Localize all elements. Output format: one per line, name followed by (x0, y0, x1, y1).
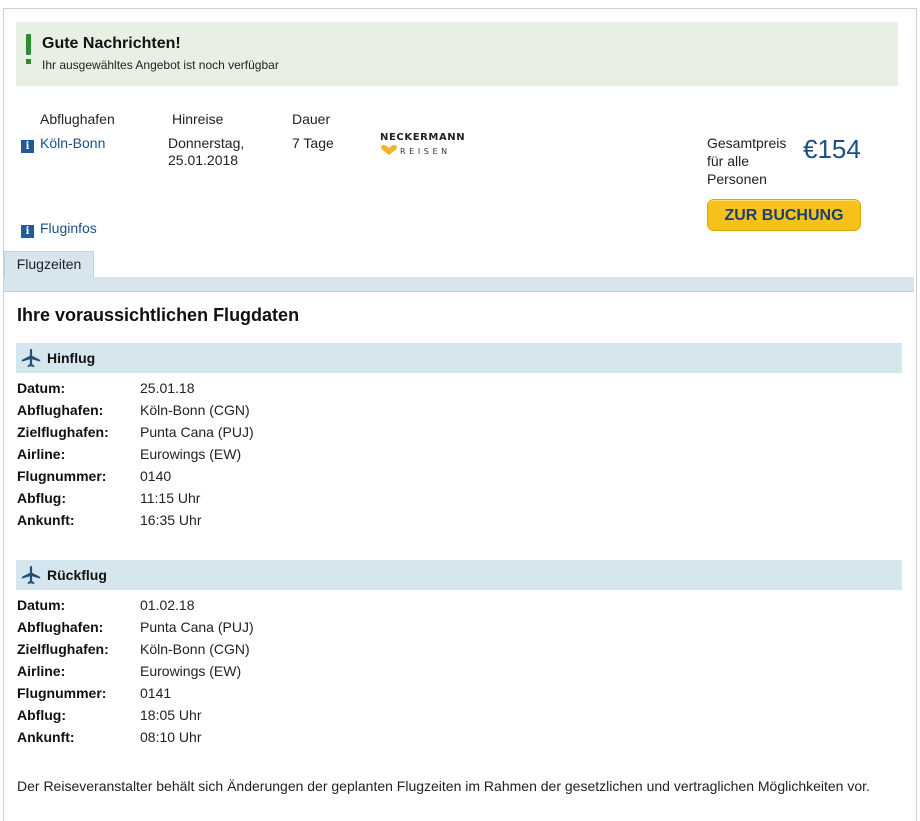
detail-key: Airline: (17, 663, 66, 679)
outbound-flight-title: Hinflug (47, 350, 96, 366)
duration-label: Dauer (292, 111, 331, 127)
airplane-icon (20, 564, 42, 586)
info-icon: i (21, 225, 34, 238)
detail-value: 0140 (140, 468, 172, 484)
detail-row (17, 512, 517, 534)
detail-value: 0141 (140, 685, 172, 701)
total-price-label (707, 134, 787, 188)
availability-banner (16, 22, 898, 86)
departure-airport-label: Abflughafen (40, 111, 115, 127)
book-button[interactable]: ZUR BUCHUNG (707, 199, 861, 231)
flight-times-disclaimer: Der Reiseveranstalter behält sich Änderungen der geplanten Flugzeiten im Rahmen der gesetzlichen und vertraglichen Möglichkeiten vor. (17, 778, 870, 794)
total-price: €154 (803, 134, 861, 164)
detail-row (17, 729, 517, 751)
detail-value: 16:35 Uhr (140, 512, 202, 528)
detail-value: 25.01.18 (140, 380, 195, 396)
detail-row (17, 619, 517, 641)
detail-key: Abflug: (17, 490, 66, 506)
detail-value: 08:10 Uhr (140, 729, 202, 745)
return-flight-header (16, 560, 902, 590)
detail-row (17, 446, 517, 468)
detail-row (17, 707, 517, 729)
brand-name-bottom: REISEN (400, 147, 451, 156)
brand-name-top: NECKERMANN (380, 132, 466, 143)
detail-key: Datum: (17, 380, 66, 396)
price-label-line: für alle (707, 153, 750, 169)
detail-value: Köln-Bonn (CGN) (140, 641, 250, 657)
banner-title: Gute Nachrichten! (42, 35, 181, 52)
flight-info-link[interactable] (21, 220, 97, 238)
price-label-line: Personen (707, 171, 767, 187)
outbound-day: Donnerstag, (168, 135, 245, 151)
detail-row (17, 597, 517, 619)
airplane-icon (20, 347, 42, 369)
detail-key: Ankunft: (17, 729, 75, 745)
return-flight-details (17, 597, 517, 751)
tab-divider (4, 291, 914, 292)
departure-airport-link[interactable] (21, 135, 105, 153)
outbound-label: Hinreise (172, 111, 224, 127)
outbound-flight-details (17, 380, 517, 534)
duration-value: 7 Tage (292, 135, 334, 151)
outbound-date: 25.01.2018 (168, 152, 239, 168)
banner-subtitle: Ihr ausgewähltes Angebot ist noch verfügbar (42, 58, 279, 72)
tour-operator-logo (380, 132, 480, 162)
detail-key: Zielflughafen: (17, 424, 109, 440)
detail-key: Zielflughafen: (17, 641, 109, 657)
detail-row (17, 663, 517, 685)
detail-row (17, 641, 517, 663)
detail-key: Abflughafen: (17, 402, 104, 418)
detail-row (17, 424, 517, 446)
detail-value: 18:05 Uhr (140, 707, 202, 723)
detail-key: Airline: (17, 446, 66, 462)
info-icon: i (21, 140, 34, 153)
detail-value: Eurowings (EW) (140, 663, 242, 679)
detail-row (17, 468, 517, 490)
heart-logo-icon (380, 145, 398, 155)
outbound-flight-header (16, 343, 902, 373)
detail-key: Flugnummer: (17, 685, 107, 701)
departure-airport-value[interactable]: Köln-Bonn (40, 135, 106, 151)
detail-value: Köln-Bonn (CGN) (140, 402, 250, 418)
detail-row (17, 685, 517, 707)
detail-key: Flugnummer: (17, 468, 107, 484)
section-title: Ihre voraussichtlichen Flugdaten (17, 305, 300, 325)
detail-row (17, 380, 517, 402)
detail-key: Ankunft: (17, 512, 75, 528)
exclamation-icon (26, 34, 32, 70)
price-label-line: Gesamtpreis (707, 135, 787, 151)
flight-info-label[interactable]: Fluginfos (40, 220, 97, 236)
return-flight-title: Rückflug (47, 567, 107, 583)
detail-value: Punta Cana (PUJ) (140, 424, 254, 440)
detail-value: 01.02.18 (140, 597, 195, 613)
outbound-date-block (168, 135, 244, 169)
detail-row (17, 402, 517, 424)
detail-row (17, 490, 517, 512)
detail-key: Abflughafen: (17, 619, 104, 635)
detail-value: Eurowings (EW) (140, 446, 242, 462)
detail-value: 11:15 Uhr (140, 490, 201, 506)
tab-flugzeiten[interactable]: Flugzeiten (4, 251, 94, 278)
tab-bar (4, 277, 914, 291)
detail-value: Punta Cana (PUJ) (140, 619, 254, 635)
detail-key: Abflug: (17, 707, 66, 723)
detail-key: Datum: (17, 597, 66, 613)
